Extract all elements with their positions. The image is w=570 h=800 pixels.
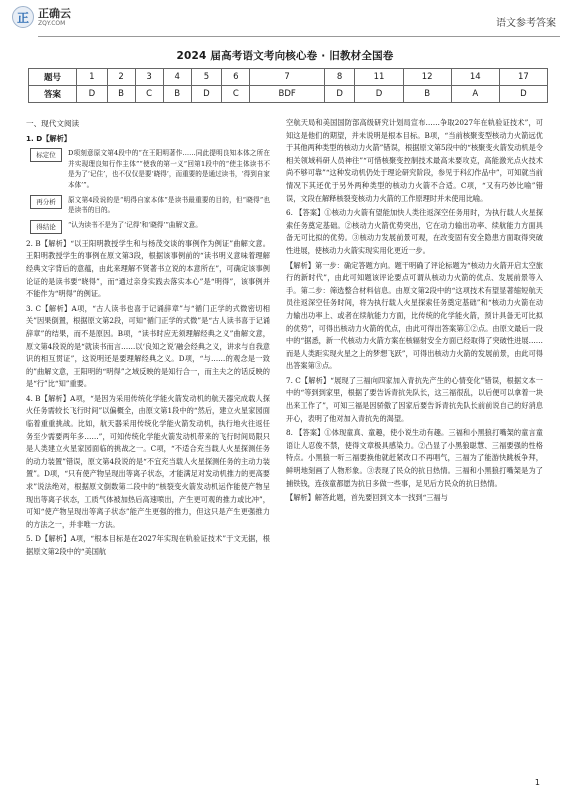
header-tag: 语文参考答案	[496, 18, 556, 29]
answer-cell: D	[191, 86, 222, 103]
question-number: 12	[403, 69, 451, 86]
question-number: 1	[77, 69, 108, 86]
analysis-diagram	[30, 148, 270, 234]
question-number: 7	[250, 69, 324, 86]
question-number: 5	[191, 69, 222, 86]
exam-title: 2024 届高考语文考向核心卷 · 旧教材全国卷	[176, 50, 394, 62]
page-header	[0, 0, 570, 40]
answer-cell: D	[77, 86, 108, 103]
answer-paragraph: 3. C【解析】A项，“古人读书也喜于记诵辞章”与“循门正学的式微密切相关”因果倒置，根据原文第2段，可知“循门正学的式微”是“古人读书喜于记诵辞章”的结果，而不是原因。B项，“读书时应无须理解经典之义”曲解文意，原文第4段说的是“就读书而言……以‘良知之说’融会经典之义，讲求与自我意识的相互贯证”，这说明还是要理解经典之义。D项，“与……的观念是一致的”曲解文意，王阳明的“明得”之域反映的是知行合一，而主夫之的话反映的是“行”比“知”重要。	[26, 303, 270, 389]
answer-table-number-row	[29, 69, 548, 86]
question-number: 8	[324, 69, 355, 86]
diagram-step	[30, 148, 270, 190]
right-column	[286, 117, 543, 777]
answer-cell: D	[355, 86, 403, 103]
answer-paragraph: 8. 【答案】①体现童真、童趣，使小说生动有趣。三福和小黑狼打嘴架的童言童语让人忍俊不禁，使得文章极具感染力。②凸显了小黑狼聪慧、三福要强的性格特点。小黑狼一听三福要换他就赶紧改口不再唱气，三福为了能游快跳板争拜，鲜明地刻画了人物形象。③表现了民众的抗日热情。三福和小黑狼打嘴架是为了捕铁钱，连孩童都愿为抗日多做一些事，足见后方民众的抗日热情。	[286, 428, 543, 488]
answer-paragraph: 6. 【答案】①核动力火箭有望能加快人类往返深空任务用时，为执行载人火星探索任务奠定基础。②核动力火箭优势突出，它在动力输出功率、续航能力方面具备无可比拟的优势。③核动力发展前景可观，在改变固有安全隐患方面取得突破性进展，使核动力火箭实现实用化更近一步。	[286, 208, 543, 255]
answer-table	[28, 68, 548, 103]
answer-paragraph: 5. D【解析】A项，“根本目标是在2027年实现在轨验证技术”于文无据，根据原文第2段中的“美国航	[26, 534, 270, 556]
logo-name: 正确云	[38, 6, 71, 20]
question-number: 4	[163, 69, 191, 86]
step-text: D项刻意原文第4段中的“在王阳明著作……同此提明良知本体之所在并实现理良知行作主体”“使我的第一义”回第1段中的“使主体读书不是为了‘记住’，也不仅仅是要‘晓得’，而重要的是通过读书，‘得到自家本体’”。	[68, 149, 270, 189]
step-label: 再分析	[30, 195, 62, 209]
answer-paragraph: 2. B【解析】“以王阳明教授学生和与杨茂交谈的事例作为例证”曲解文意。王阳明教授学生的事例在原文第3段，根据该事例前的“读书明义意味着理解经典文字背后的意蕴，由此来理解不贤著书立说的本意所在”，可确定该事例论证的是读书要“晓得”，而“通过亲身实践去落实本心”是“明得”，该事例并不能作为“明得”的例证。	[26, 238, 270, 299]
diagram-step	[30, 195, 270, 216]
row-label-answer: 答案	[29, 86, 77, 103]
answer-paragraph: 4. B【解析】A项，“是因为采用传统化学能火箭发动机的航天器完成载人探火任务需较长飞行时间”以偏概全，由原文第1段中的“然后，建立火星家园面临着重重挑战。比如，航天器采用传统化学能火箭发动机，执行地火往返任务至少需要两年多……”，可知传统化学能火箭发动机带来的飞行时间局限只是人类建立火星家园面临的挑战之一。C项，“不适合充当载人火星探测任务的动力装置”错误，原文第4段说的是“不宜充当载人火星探测任务的主动力装置”。D项，“只有使产物呈现出等离子状态，才能满足对发动机推力的更高要求”说法绝对，根据原文倒数第二段中的“核裂变火箭发动机运作能使产物呈现出等离子状态，工质气体被加热后高速喷出，产生更可观的推力或比冲”，可知“使产物呈现出等离子状态”能产生更强的推力，但这只是产生更强推力的方法之一，并非唯一方法。	[26, 393, 270, 529]
step-label: 标定位	[30, 148, 62, 162]
header-divider	[38, 36, 560, 37]
question-number: 2	[107, 69, 135, 86]
section-heading: 一、现代文阅读	[26, 119, 80, 128]
answer-paragraph: 【解析】解答此题，首先要回到文本一找到“三福与	[286, 493, 448, 503]
answer-cell: D	[324, 86, 355, 103]
question-number: 17	[499, 69, 547, 86]
step-text: “认为读书不是为了‘记得’和‘晓得’”曲解文意。	[68, 220, 202, 229]
question-number: 11	[355, 69, 403, 86]
question-number: 14	[451, 69, 499, 86]
step-text: 原文第4段说的是“明得自家本体”是读书最重要的目的，但“晓得”也是读书的目的。	[68, 195, 270, 215]
brand-logo	[12, 6, 71, 28]
answer-paragraph: 7. C【解析】“展现了三福向四家加入青抗先产生的心情变化”错误，根据文本一中的“等到到家里，根据了要告诉青抗先队长，这三福很乱，以后便可以拿着一块出来工作了”，可知三福是因骄傲了因家后要告诉青抗先队长前前说自己的好消息开心，表明了他对加入青抗先的渴望。	[286, 375, 543, 423]
answer-cell: D	[499, 86, 547, 103]
step-label: 得结论	[30, 220, 62, 234]
answer-cell: BDF	[250, 86, 324, 103]
answer-table-answer-row	[29, 86, 548, 103]
logo-url: ZQY.COM	[38, 19, 66, 27]
answer-cell: C	[222, 86, 250, 103]
answer-cell: C	[135, 86, 163, 103]
diagram-step	[30, 220, 270, 234]
answer-cell: B	[403, 86, 451, 103]
row-label-number: 题号	[29, 69, 77, 86]
left-column	[26, 117, 270, 777]
page-number: 1	[534, 778, 540, 787]
answer-cell: B	[163, 86, 191, 103]
answer-paragraph: 空航天局和美国国防部高级研究计划局宣布……争取2027年在轨验证技术”，可知这是他们的期望，并未说明是根本目标。B项，“当前核聚变型核动力火箭远优于其他两种类型的核动力火箭”错误，根据原文第5段中的“核聚变火箭发动机是令相关领域科研人员神往”“可惜核聚变控制技术最高未要攻克，高能激光点火技术尚不够可靠”“这种发动机仍处于理论研究阶段，参见于科幻作品中”，可知就当前情况下其还优于另外两种类型的核动力火箭不合适。C项，“又有巧妙比喻”错误，文段在解释核裂变核动力火箭的工作原理时并未使用比喻。	[286, 118, 543, 203]
question-number: 3	[135, 69, 163, 86]
question-number: 6	[222, 69, 250, 86]
answer-cell: B	[107, 86, 135, 103]
question-1-heading: 1. D【解析】	[26, 133, 71, 143]
answer-paragraph: 【解析】第一步：确定答题方向。题干明确了评论标题为“核动力火箭开启太空旅行的新时代”，由此可知题该评论要点可谓从核动力火箭的优点、发展前景等入手。第二步：筛选整合材料信息。由原文第2段中的“这项技术有望显著缩短航天员往返深空任务时间，将为执行载人火星探索任务奠定基础”和“核动力火箭在动力输出功率上、或者在续航能力方面，比传统的化学能火箭，预计具备无可比拟的优势”，可得出核动力火箭的优点，由此可得出答案第①②点。由原文最后一段中的“据悉，新一代核动力火箭方案在核辐射安全方面已经取得了突破性进展……而是人类距实现火星之上的梦想飞跃”，可得出核动力火箭的发展前景，由此可得出答案第③点。	[286, 260, 543, 371]
answer-cell: A	[451, 86, 499, 103]
cloud-logo-icon: 正	[12, 6, 34, 28]
